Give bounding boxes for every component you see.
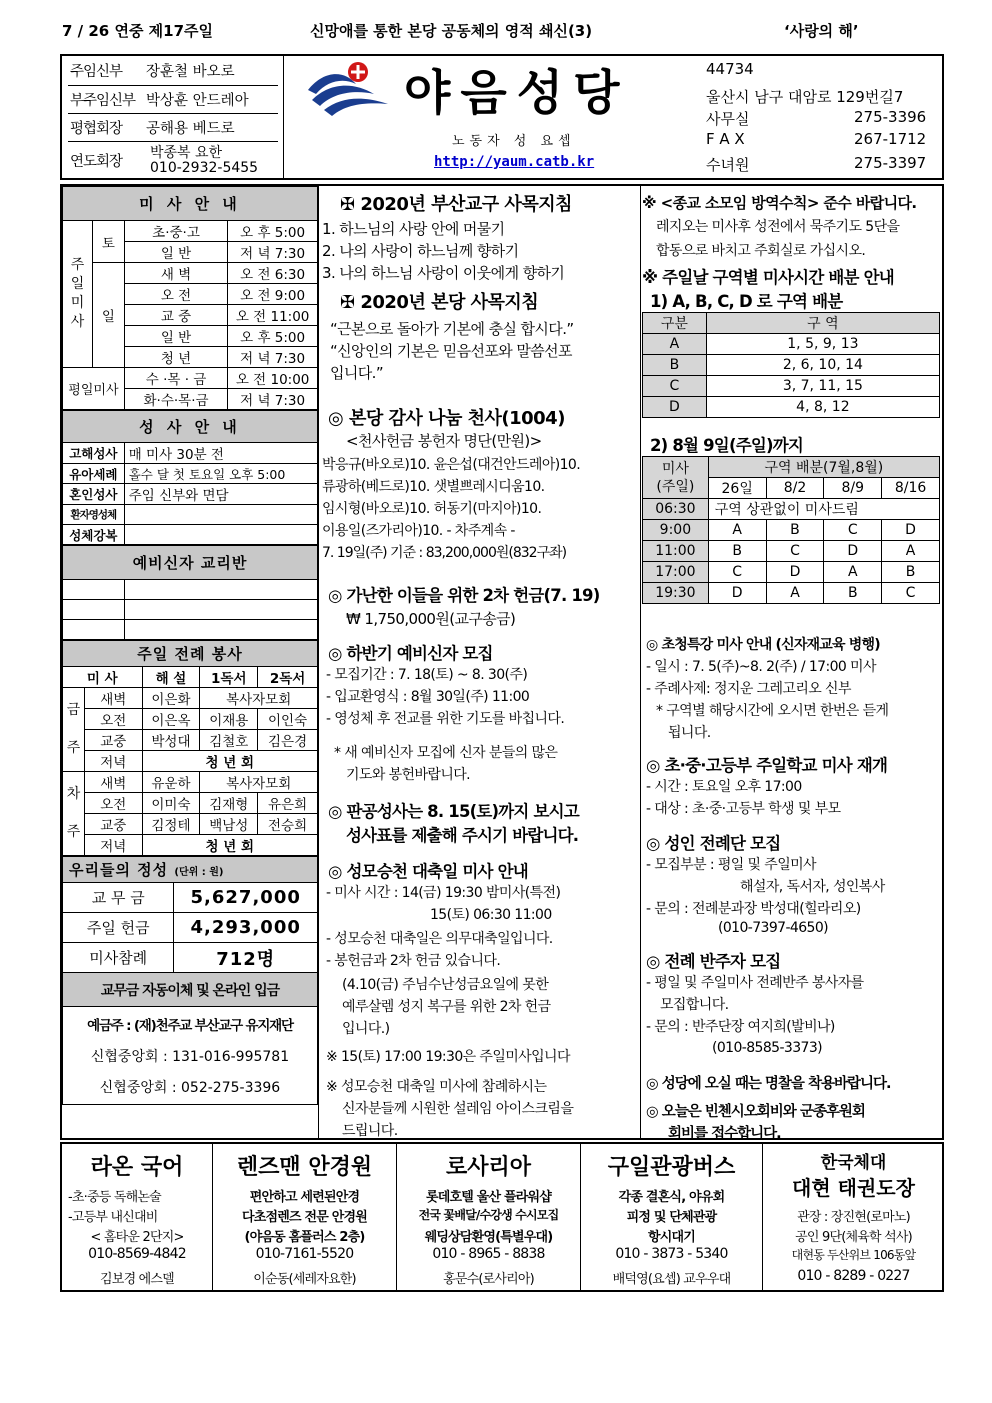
- ad-daehyun-taekwondo: 한국체대 대현 태권도장 관장 : 장진현(로마노) 공인 9단(체육학 석사) 대현동 두산위브 106동앞 010 - 8289 - 0227: [791, 1153, 916, 1284]
- postal-code: 44734: [706, 60, 754, 78]
- middle-column: ✠ 2020년 부산교구 사목지침 1. 하느님의 사랑 안에 머물기 2. 나의 사랑이 하느님께 향하기 3. 나의 하느님 사랑이 이웃에게 향하기 ✠ 2020년 본당 사목지침 “근본으로 돌아가 기본에 충실 합시다.” “신앙인의 기본은 믿음선포와 말씀선포 입니다.” ◎ 본당 감사 나눔 천사(1004) <천사헌금 봉헌자 명단(만원)> 박응규(바오로)10. 윤은섭(대건안드레아)10. 류광하(베드로)10. 샛별쁘레시디움10. 임시형(바오로)10. 허동기(마지아)10. 이용일(즈가리아)10. - 차주계속 - 7. 19일(주) 기준 : 83,200,000원(832구좌) ◎ 가난한 이들을 위한 2차 헌금(7. 19) ₩ 1,750,000원(교구송금) ◎ 하반기 예비신자 모집 - 모집기간 : 7. 18(토) ~ 8. 30(주) - 입교환영식 : 8월 30일(주) 11:00 - 영성체 후 전교를 위한 기도를 바칩니다. * 새 예비신자 모집에 신자 분들의 많은 기도와 봉헌바랍니다. ◎ 판공성사는 8. 15(토)까지 보시고 성사표를 제출해 주시기 바랍니다. ◎ 성모승천 대축일 미사 안내 - 미사 시간 : 14(금) 19:30 밤미사(특전) 15(토) 06:30 11:00 - 성모승천 대축일은 의무대축일입니다. - 봉헌금과 2차 헌금 있습니다. (4.10(금) 주님수난성금요일에 못한 예루살렘 성지 복구를 위한 2차 헌금 입니다.) ※ 15(토) 17:00 19:30은 주일미사입니다 ※ 성모승천 대축일 미사에 참례하시는 신자분들께 시원한 설레임 아이스크림을 드립니다.: [320, 186, 640, 1138]
- church-website-link[interactable]: http://yaum.catb.kr: [434, 154, 595, 170]
- catechumen-recruit-title: ◎ 하반기 예비신자 모집: [328, 644, 493, 663]
- catechumen-table: [62, 545, 318, 640]
- sunday-mass-label: 주 일 미 사: [63, 221, 93, 368]
- auto-transfer-title: 교무금 자동이체 및 온라인 입금: [63, 973, 318, 1007]
- offering-title: 우리들의 정성: [69, 861, 169, 879]
- mass-section-title: 미 사 안 내: [63, 187, 318, 221]
- offering-sunday-value: 4,293,000: [174, 913, 318, 943]
- ad-gui-bus: 구일관광버스 각종 결혼식, 야유회 피정 및 단체관광 항시대기 010 - 3873 - 5340 배덕영(요셉) 교우우대: [607, 1155, 736, 1287]
- liturgy-table: 주일 전례 봉사 미 사 해 설 1독서 2독서 금 주 새벽 이은화 복사자모회 오전 이은옥 이재용 이인숙 교중 박성대 김철호 김은경 저녁 청 년 회 차 주 새벽 유운하 복사자모회 오전 이미숙 김재형 유은희 교중 김정테 백남성 전승희 저녁 청 년 회: [62, 640, 318, 856]
- confession-notice: ◎ 판공성사는 8. 15(토)까지 보시고: [328, 802, 579, 821]
- this-week-label: 금 주: [63, 688, 85, 772]
- special-lecture-title: ◎ 초청특강 미사 안내 (신자재교육 병행): [646, 637, 880, 653]
- zone-mass-title: ※ 주일날 구역별 미사시간 배분 안내: [642, 268, 894, 287]
- church-name: 야음성당: [404, 65, 630, 121]
- bulletin-body: [60, 184, 944, 1140]
- zone-table: 구분 구 역 A 1, 5, 9, 13 B 2, 6, 10, 14 C 3, 7, 11, 15 D 4, 8, 12: [642, 312, 940, 418]
- church-logo-icon: [304, 60, 392, 116]
- organist-title: ◎ 전례 반주자 모집: [646, 952, 781, 971]
- issue-date: 7 / 26 연중 제17주일: [62, 22, 214, 40]
- ad-rosaria: 로사리아 롯데호텔 울산 플라워샵 전국 꽃배달/수강생 수시모집 웨딩상담환영(특별우대) 010 - 8965 - 8838 홍문수(로사리아): [418, 1155, 559, 1287]
- poor-offering-value: ₩ 1,750,000원(교구송금): [346, 610, 516, 628]
- quarantine-rule: ※ <종교 소모임 방역수칙> 준수 바랍니다.: [642, 194, 917, 212]
- issue-theme: 신망애를 통한 본당 공동체의 영적 쇄신(3): [310, 22, 593, 40]
- offering-dues-value: 5,627,000: [174, 883, 318, 913]
- sacrament-table: 성 사 안 내 고해성사 매 미사 30분 전 유아세례 홀수 달 첫 토요일 오후 5:00 혼인성사 주임 신부와 면담 환자영성체 성체강복: [62, 410, 318, 545]
- liturgy-section-title: 주일 전례 봉사: [63, 641, 318, 667]
- angel-offering-title: ◎ 본당 감사 나눔 천사(1004): [328, 408, 565, 429]
- catechumen-section-title: 예비신자 교리반: [63, 546, 318, 580]
- account-1: 신협중앙회 : 131-016-995781: [63, 1041, 318, 1071]
- account-2: 신협중앙회 : 052-275-3396: [63, 1071, 318, 1105]
- parish-guideline-title: ✠ 2020년 본당 사목지침: [340, 292, 539, 313]
- fax-number: 267-1712: [854, 130, 927, 148]
- next-week-label: 차 주: [63, 772, 85, 856]
- mass-schedule-table: 미 사 안 내 주 일 미 사 토 초·중·고 오 후 5:00 일 반 저 녁 7:30 일 새 벽 오 전 6:30 오 전 오 전 9:00 교 중 오 전 11:00 일 반 오 후 5:00 청 년 저 녁 7:30 평일미사 수 ·목 · 금 오 전 10:00 화·수·목·금 저 녁 7:30: [62, 186, 318, 410]
- account-holder: 예금주 : (재)천주교 부산교구 유지재단: [63, 1007, 318, 1041]
- diocese-guideline-title: ✠ 2020년 부산교구 사목지침: [340, 194, 572, 215]
- staff-pastor: 주임신부 장훈철 바오로: [70, 64, 235, 80]
- staff-council: 평협회장 공해용 베드로: [70, 121, 235, 137]
- sunday-label: 일: [92, 263, 124, 368]
- adult-liturgy-title: ◎ 성인 전례단 모집: [646, 834, 781, 853]
- schedule-title: 2) 8월 9일(주일)까지: [650, 436, 803, 455]
- top-bar: [62, 18, 942, 44]
- right-column: ※ <종교 소모임 방역수칙> 준수 바랍니다. 레지오는 미사후 성전에서 묵주기도 5단을 합동으로 바치고 주회실로 가십시오. ※ 주일날 구역별 미사시간 배분 안내 1) A, B, C, D 로 구역 배분 구분 구 역 A 1, 5, 9, 13 B 2, 6, 10, 14 C 3, 7, 11, 15 D 4, 8, 12 2) 8월 9일(주일)까지 미사 (주일) 구역 배분(7월,8월) 26일 8/2 8/9 8/16 06:30 구역 상관없이 미사드림 9:00 A B C D 11:00 B C D A 17:00 C D A B 19:30 D A B C ◎ 초청특강 미사 안내 (신자재교육 병행) - 일시 : 7. 5(주)~8. 2(주) / 17:00 미사 - 주례사제: 정지운 그레고리오 신부 * 구역별 해당시간에 오시면 한번은 듣게 됩니다. ◎ 초·중·고등부 주일학교 미사 재개 - 시간 : 토요일 오후 17:00 - 대상 : 초·중·고등부 학생 및 부모 ◎ 성인 전례단 모집 - 모집부분 : 평일 및 주일미사 해설자, 독서자, 성인복사 - 문의 : 전례분과장 박성대(힐라리오) (010-7397-4650) ◎ 전례 반주자 모집 - 평일 및 주일미사 전례반주 봉사자를 모집합니다. - 문의 : 반주단장 여지희(발비나) (010-8585-3373) ◎ 성당에 오실 때는 명찰을 착용바랍니다. ◎ 오늘은 빈첸시오회비와 군종후원회 회비를 접수합니다.: [642, 186, 944, 1138]
- zone-schedule-table: 미사 (주일) 구역 배분(7월,8월) 26일 8/2 8/9 8/16 06:30 구역 상관없이 미사드림 9:00 A B C D 11:00 B C D A 17:00 C D A B 19:30 D A B C: [642, 456, 940, 604]
- year-motto: ‘사랑의 해’: [784, 22, 859, 40]
- vincent-notice: ◎ 오늘은 빈첸시오회비와 군종후원회: [646, 1104, 865, 1120]
- church-logo-area: [292, 56, 692, 178]
- ad-raon: 라온 국어 -초·중등 독해논술 -고등부 내신대비 < 홈타운 2단지> 010-8569-4842 김보경 에스델: [68, 1155, 186, 1287]
- assumption-title: ◎ 성모승천 대축일 미사 안내: [328, 862, 528, 881]
- convent-phone: 275-3397: [854, 154, 927, 172]
- office-phone: 275-3396: [854, 108, 927, 126]
- attendance-value: 712명: [174, 943, 318, 973]
- staff-assistant: 부주임신부 박상훈 안드레아: [70, 93, 249, 109]
- saturday-label: 토: [92, 221, 124, 263]
- name-tag-notice: ◎ 성당에 오실 때는 명찰을 착용바랍니다.: [646, 1076, 891, 1092]
- advertisement-bar: [60, 1142, 944, 1292]
- church-patron: 노동자 성 요셉: [452, 134, 576, 149]
- ad-lensman: 렌즈맨 안경원 편안하고 세련된안경 다초점렌즈 전문 안경원 (야음동 홈플러스 2층) 010-7161-5520 이순동(세레자요한): [236, 1155, 373, 1287]
- church-header: [60, 54, 944, 180]
- sunday-school-title: ◎ 초·중·고등부 주일학교 미사 재개: [646, 756, 888, 775]
- sacrament-section-title: 성 사 안 내: [63, 411, 318, 443]
- staff-funeral: 연도회장: [70, 154, 123, 170]
- address: 울산시 남구 대암로 129번길7: [706, 88, 904, 106]
- poor-offering-title: ◎ 가난한 이들을 위한 2차 헌금(7. 19): [328, 586, 600, 605]
- contact-info: 44734 울산시 남구 대암로 129번길7 사무실 275-3396 F A X 267-1712 수녀원 275-3397: [706, 60, 927, 174]
- offering-table: 우리들의 정성 (단위 : 원) 교 무 금 5,627,000 주일 헌금 4,293,000 미사참례 712명 교무금 자동이체 및 온라인 입금 예금주 : (재)천주교 부산교구 유지재단 신협중앙회 : 131-016-995781 신협중앙회 : 052-275-3396: [62, 856, 318, 1105]
- staff-list: 주임신부 장훈철 바오로 부주임신부 박상훈 안드레아 평협회장 공해용 베드로 연도회장 박종복 요한 010-2932-5455: [62, 56, 284, 178]
- weekday-mass-label: 평일미사: [63, 368, 125, 410]
- left-column: [62, 186, 318, 1138]
